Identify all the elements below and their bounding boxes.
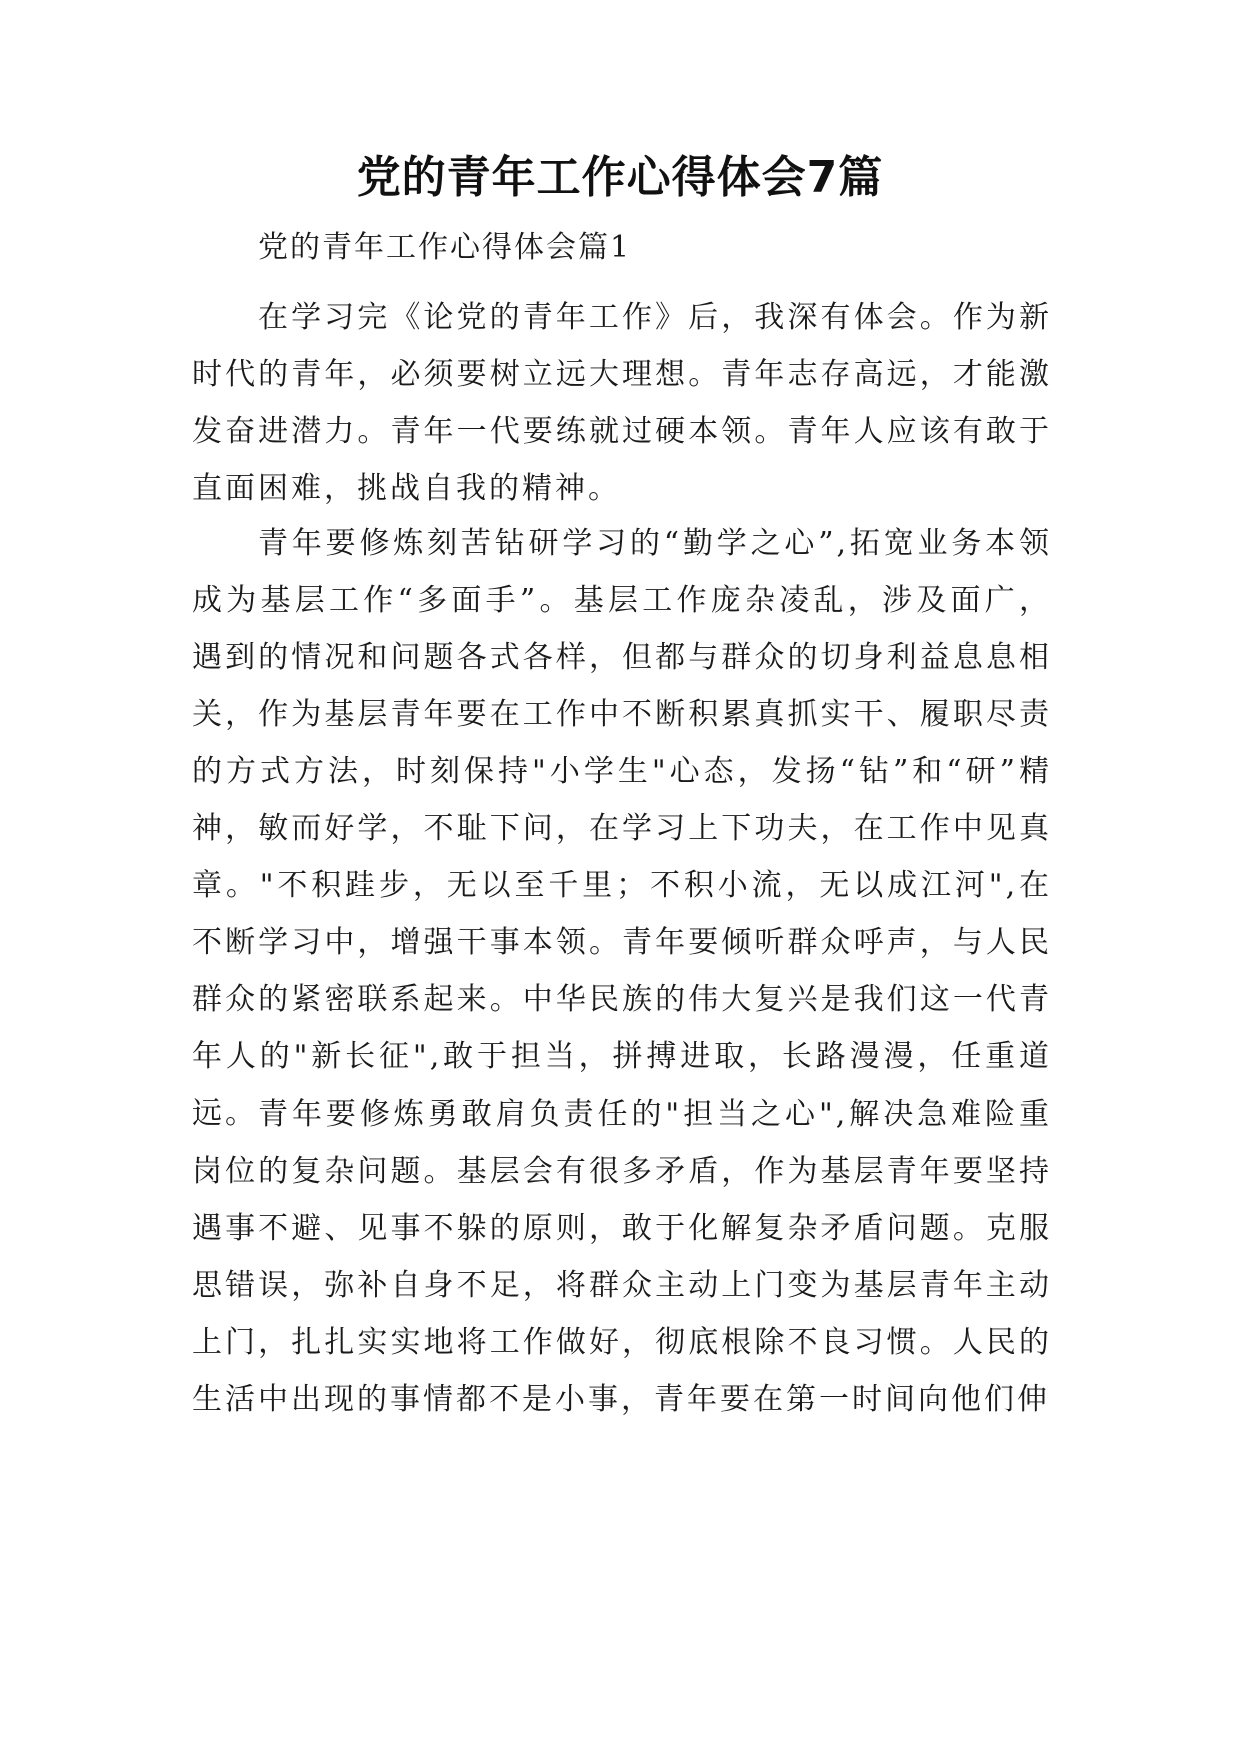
document-title: 党的青年工作心得体会7篇 [356, 152, 884, 203]
body-paragraph-1 [192, 289, 1052, 517]
body-paragraph-2 [192, 515, 1052, 1142]
paragraph-text: 青年要修炼勇敢肩负责任的"担当之心",解决急难险重岗位的复杂问题。基层会有很多矛盾，作为基层青年要坚持遇事不避、见事不躲的原则，敢于化解复杂矛盾问题。克服思错误，弥补自身不足，将群众主动上门变为基层青年主动上门，扎扎实实地将工作做好，彻底根除不良习惯。人民的生活中出现的事情都不是小事，青年要在第一时间向他们伸 [192, 1097, 1052, 1417]
section-heading: 党的青年工作心得体会篇1 [258, 230, 632, 265]
paragraph-text: 青年要修炼刻苦钻研学习的“勤学之心”,拓宽业务本领成为基层工作“多面手”。基层工作庞杂凌乱，涉及面广，遇到的情况和问题各式各样，但都与群众的切身利益息息相关，作为基层青年要在工作中不断积累真抓实干、履职尽责的方式方法，时刻保持"小学生"心态，发扬“钻”和“研”精神，敏而好学，不耻下问，在学习上下功夫，在工作中见真章。"不积跬步，无以至千里；不积小流，无以成江河",在不断学习中，增强干事本领。青年要倾听群众呼声，与人民群众的紧密联系起来。中华民族的伟大复兴是我们这一代青年人的"新长征",敢于担当，拼搏进取，长路漫漫，任重道远。 [192, 526, 1052, 1131]
body-paragraph-3 [192, 1086, 1052, 1428]
paragraph-text: 在学习完《论党的青年工作》后，我深有体会。作为新时代的青年，必须要树立远大理想。青年志存高远，才能激发奋进潜力。青年一代要练就过硬本领。青年人应该有敢于直面困难，挑战自我的精神。 [192, 300, 1052, 506]
